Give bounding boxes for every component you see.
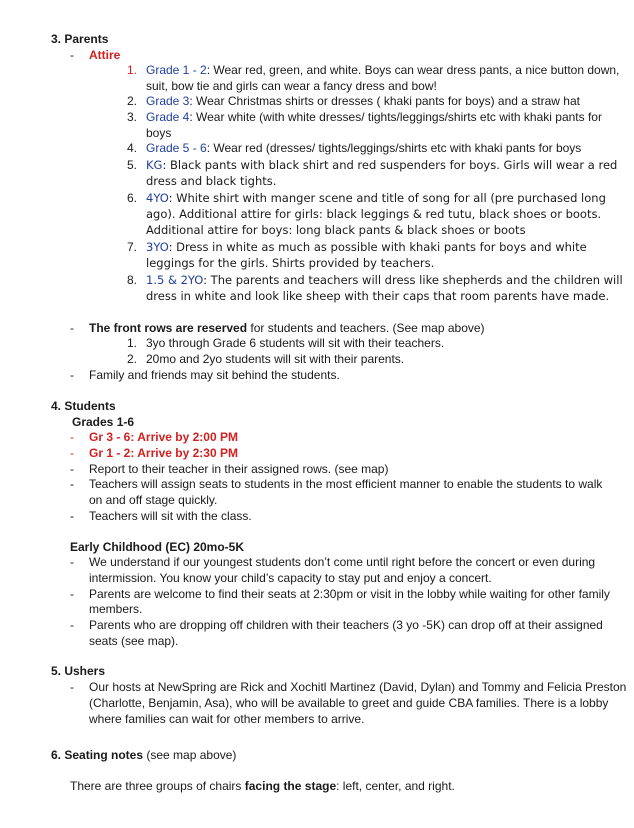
seating-text [70, 778, 455, 794]
attire-text: : Wear red, green, and white. Boys can wear dress pants, a nice button down, [206, 63, 620, 77]
attire-item-1-5-2yo [146, 272, 623, 288]
attire-num: 7. [127, 240, 138, 254]
attire-label: Attire [89, 48, 121, 62]
ushers-text-cont: (Charlotte, Benjamin, Asa), who will be available to greet and guide CBA families. There is a lobby [89, 696, 609, 710]
attire-item-grade-1-2 [146, 62, 619, 78]
attire-num: 3. [127, 110, 138, 124]
ec-note-3-cont: seats (see map). [89, 634, 179, 648]
front-rows-text: for students and teachers. (See map above) [247, 321, 485, 335]
attire-grade-label: KG [146, 158, 163, 172]
attire-item-3yo [146, 239, 587, 255]
section-5-heading: 5. Ushers [51, 664, 106, 678]
attire-num: 2. [127, 94, 138, 108]
arrive-gr3-6: Gr 3 - 6: Arrive by 2:00 PM [89, 430, 238, 444]
front-rows-bold: The front rows are reserved [89, 321, 248, 335]
sit-note: Teachers will sit with the class. [89, 509, 252, 523]
bullet-dash: - [70, 509, 74, 523]
attire-item-grade-5-6 [146, 140, 581, 156]
ec-label: Early Childhood (EC) 20mo-5K [70, 540, 245, 554]
assign-note: Teachers will assign seats to students in the most efficient manner to enable the students to walk [89, 477, 603, 491]
bullet-dash: - [70, 587, 74, 601]
attire-item-kg [146, 157, 617, 173]
front-sub-item: 3yo through Grade 6 students will sit with their teachers. [146, 336, 445, 350]
attire-num: 4. [127, 141, 138, 155]
front-rows-note [89, 320, 485, 336]
ec-note-2-cont: members. [89, 602, 143, 616]
section-4-heading: 4. Students [51, 399, 116, 413]
arrive-gr1-2: Gr 1 - 2: Arrive by 2:30 PM [89, 446, 238, 460]
attire-grade-label: Grade 1 - 2 [146, 63, 207, 77]
sub-num: 2. [127, 352, 138, 366]
bullet-dash: - [70, 477, 74, 491]
bullet-dash: - [70, 430, 74, 444]
ec-note-1-cont: intermission. You know your child’s capacity to stay put and enjoy a concert. [89, 571, 492, 585]
section-6-title: 6. Seating notes [51, 748, 144, 762]
bullet-dash: - [70, 48, 74, 62]
seating-text-bold: facing the stage [244, 779, 337, 793]
grades-label: Grades 1-6 [72, 415, 135, 429]
attire-text: : Wear white (with white dresses/ tights/leggings/shirts etc with khaki pants for [189, 110, 602, 124]
bullet-dash: - [70, 368, 74, 382]
bullet-dash: - [70, 618, 74, 632]
seating-text-a: There are three groups of chairs [70, 779, 245, 793]
attire-grade-label: Grade 3 [146, 94, 190, 108]
attire-num: 1. [127, 63, 138, 77]
attire-grade-label: 3YO [146, 240, 169, 254]
bullet-dash: - [70, 680, 74, 694]
section-6-heading [51, 747, 236, 763]
bullet-dash: - [70, 446, 74, 460]
attire-text: : White shirt with manger scene and title of song for all (pre purchased long [168, 191, 606, 205]
section-3-heading: 3. Parents [51, 32, 109, 46]
attire-num: 8. [127, 273, 138, 287]
bullet-dash: - [70, 462, 74, 476]
attire-text: : Wear Christmas shirts or dresses ( khaki pants for boys) and a straw hat [189, 94, 580, 108]
attire-grade-label: Grade 4 [146, 110, 190, 124]
assign-note-cont: on and off stage quickly. [89, 493, 218, 507]
attire-num: 5. [127, 158, 138, 172]
attire-grade-label: 4YO [146, 191, 169, 205]
attire-text: : Dress in white as much as possible with khaki pants for boys and white [168, 240, 587, 254]
attire-item-grade-3 [146, 93, 580, 109]
attire-text: : Black pants with black shirt and red suspenders for boys. Girls will wear a red [162, 158, 618, 172]
attire-text-cont: Additional attire for boys: long black pants & black shoes or boots [146, 223, 526, 237]
attire-text-cont: dress in white and look like sheep with their caps that room parents have made. [146, 289, 610, 303]
ec-note-3: Parents who are dropping off children with their teachers (3 yo -5K) can drop off at their assigned [89, 618, 603, 632]
attire-text-cont: ago). Additional attire for girls: black leggings & red tutu, black shoes or boots. [146, 207, 602, 221]
seating-text-b: : left, center, and right. [336, 779, 455, 793]
family-note: Family and friends may sit behind the students. [89, 368, 340, 382]
attire-text-cont: suit, bow tie and girls can wear a fancy dress and bow! [146, 79, 437, 93]
attire-item-4yo [146, 190, 606, 206]
attire-text-cont: boys [146, 126, 172, 140]
section-6-note: (see map above) [143, 748, 237, 762]
attire-text-cont: dress and black tights. [146, 174, 277, 188]
attire-grade-label: 1.5 & 2YO [146, 273, 204, 287]
attire-grade-label: Grade 5 - 6 [146, 141, 207, 155]
attire-item-grade-4 [146, 109, 602, 125]
ushers-text: Our hosts at NewSpring are Rick and Xochitl Martinez (David, Dylan) and Tommy and Felicia Preston [89, 680, 627, 694]
attire-text: : Wear red (dresses/ tights/leggings/shirts etc with khaki pants for boys [206, 141, 582, 155]
attire-text-cont: leggings for the girls. Shirts provided by teachers. [146, 256, 435, 270]
sub-num: 1. [127, 336, 138, 350]
bullet-dash: - [70, 555, 74, 569]
report-note: Report to their teacher in their assigned rows. (see map) [89, 462, 389, 476]
ushers-text-cont: where families can wait for other members to arrive. [89, 712, 365, 726]
attire-num: 6. [127, 191, 138, 205]
attire-text: : The parents and teachers will dress like shepherds and the children will [203, 273, 623, 287]
front-sub-item: 20mo and 2yo students will sit with their parents. [146, 352, 405, 366]
ec-note-1: We understand if our youngest students don’t come until right before the concert or even during [89, 555, 596, 569]
bullet-dash: - [70, 321, 74, 335]
ec-note-2: Parents are welcome to find their seats at 2:30pm or visit in the lobby while waiting for other family [89, 587, 610, 601]
